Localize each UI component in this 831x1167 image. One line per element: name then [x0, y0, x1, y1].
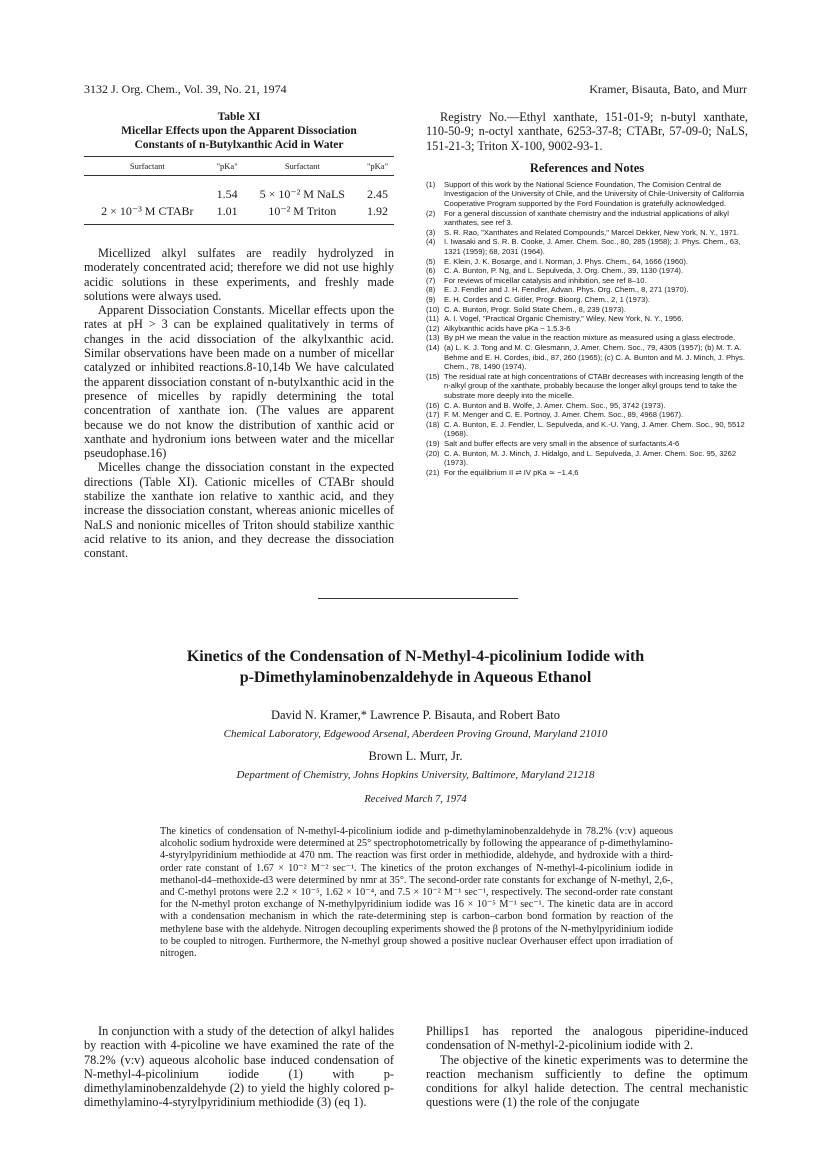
- reference-item: [426, 410, 748, 420]
- reference-text: I. Iwasaki and S. R. B. Cooke, J. Amer. Chem. Soc., 80, 285 (1958); J. Phys. Chem., 63, 1321 (1959); 68, 2031 (1964).: [444, 237, 741, 257]
- reference-number: (7): [426, 275, 436, 285]
- left-body-text: [84, 246, 394, 561]
- reference-item: [426, 333, 748, 343]
- reference-text: C. A. Bunton, P. Ng, and L. Sepulveda, J. Org. Chem., 39, 1130 (1974).: [444, 266, 684, 276]
- reference-number: (13): [426, 333, 440, 343]
- paragraph: Phillips1 has reported the analogous piperidine-induced condensation of N-methyl-2-picolinium iodide with 2.: [426, 1024, 748, 1053]
- table-header-row: [84, 157, 394, 176]
- paragraph: Registry No.—Ethyl xanthate, 151-01-9; n-butyl xanthate, 110-50-9; n-octyl xanthate, 6253-37-8; CTABr, 57-09-0; NaLS, 151-21-3; Triton X-100, 9002-93-1.: [426, 110, 748, 153]
- reference-item: [426, 180, 748, 209]
- reference-item: [426, 228, 748, 238]
- reference-item: [426, 305, 748, 315]
- table-header-cell: "pKa": [361, 157, 394, 176]
- table-cell: 1.01: [216, 204, 238, 218]
- reference-item: [426, 449, 748, 468]
- paragraph: In conjunction with a study of the detection of alkyl halides by reaction with 4-picoline we have examined the rate of the 78.2% (v:v) aqueous alcoholic base induced condensation of N-methyl-4-picolinium iodide (1) with p-dimethylaminobenzaldehyde (2) to yield the highly colored p-dimethylamino-4-styrylpyridinium methiodide (3) (eq 1).: [84, 1024, 394, 1110]
- reference-text: (a) L. K. J. Tong and M. C. Glesmann, J. Amer. Chem. Soc., 79, 4305 (1957); (b) M. T. A. Behme and E. H. Cordes, ibid., 87, 260 (1965); (c) C. A. Bunton and M. J. Minch, J. Phys. Chem., 78, 1490 (1974).: [444, 342, 745, 372]
- reference-number: (20): [426, 448, 440, 458]
- paragraph: Apparent Dissociation Constants. Micellar effects upon the rates at pH > 3 can be explained qualitatively in terms of changes in the acid dissociation of the alkylxanthic acid. Similar observations have been made on a number of micellar catalyzed or inhibited reactions.8-10,14b We have calculated the apparent dissociation constant of n-butylxanthic acid in the presence of micelles by rapidly determining the total concentration of xanthate ion. (The values are apparent because we do not know the distribution of xanthic acid or xanthate and hydronium ions between water and the micellar pseudophase.16): [84, 303, 394, 461]
- table-title-line2: Constants of n-Butylxanthic Acid in Water: [134, 139, 344, 151]
- reference-item: [426, 372, 748, 401]
- reference-number: (11): [426, 314, 439, 324]
- reference-item: [426, 420, 748, 439]
- reference-text: The residual rate at high concentrations of CTABr decreases with increasing length of the n-alkyl group of the xanthate, probably because the longer alkyl groups tend to take the substrate more deeply into the micelle.: [444, 371, 744, 400]
- table-cell: 5 × 10⁻² M NaLS: [259, 187, 345, 201]
- article-title: [90, 646, 741, 688]
- abstract: The kinetics of condensation of N-methyl-4-picolinium iodide and p-dimethylaminobenzaldehyde in 78.2% (v:v) aqueous alcoholic sodium hydroxide were determined at 25° spectrophotometrically by following the appearance of p-dimethylamino-4-styrylpyridinium methiodide at 470 nm. The reaction was first order in methiodide, aldehyde, and hydroxide with a third-order rate constant of 1.67 × 10⁻² M⁻² sec⁻¹. The kinetics of the proton exchanges of N-methyl-4-picolinium iodide in methanol-d4–methoxide-d3 were determined by nmr at 35°. The second-order rate constants for exchange of N-methyl, 2,6-, and C-methyl protons were 2.2 × 10⁻⁵, 1.62 × 10⁻⁴, and 7.5 × 10⁻² M⁻¹ sec⁻¹, respectively. The second-order rate constant for the N-methyl proton exchange of N-methylpyridinium iodide was 16 × 10⁻⁵ M⁻¹ sec⁻¹. The kinetic data are in accord with a condensation mechanism in which the rate-determining step is carbon–carbon bond formation by reaction of the methylene base with the aldehyde. Nitrogen decoupling experiments showed the β protons of the N-methylpyridinium iodide to be coupled to nitrogen. Furthermore, the N-methyl group showed a positive nuclear Overhauser effect upon irradiation of nitrogen.: [160, 826, 674, 960]
- reference-text: For the equilibrium II ⇌ IV pKa ≃ −1.4,6: [444, 467, 579, 477]
- table-cell: 2.45: [367, 187, 388, 201]
- reference-text: E. Klein, J. K. Bosarge, and I. Norman, J. Phys. Chem., 64, 1666 (1960).: [444, 256, 688, 266]
- table-header-cell: Surfactant: [84, 157, 211, 176]
- reference-item: [426, 468, 748, 478]
- reference-item: [426, 314, 748, 324]
- registry-numbers: [426, 110, 748, 153]
- reference-text: Support of this work by the National Science Foundation, The Comision Central de Investigacion of the University of Chile, and the University of Chile-University of California Cooperative Program supported by the Ford Foundation is gratefully acknowledged.: [444, 179, 745, 209]
- table-header-cell: Surfactant: [244, 157, 361, 176]
- table-row: [84, 186, 394, 203]
- table-row: [84, 203, 394, 220]
- reference-text: S. R. Rao, "Xanthates and Related Compounds," Marcel Dekker, New York, N. Y., 1971.: [444, 227, 740, 237]
- table-cell: 10⁻² M Triton: [268, 204, 337, 218]
- authors: David N. Kramer,* Lawrence P. Bisauta, and Robert Bato: [270, 708, 560, 722]
- table-bottom-rule: [84, 224, 394, 226]
- paragraph: The objective of the kinetic experiments was to determine the reaction mechanism sufficiently to define the optimum conditions for alkyl halide detection. The central mechanistic questions were (1) the role of the conjugate: [426, 1052, 748, 1110]
- paragraph: Micelles change the dissociation constant in the expected directions (Table XI). Cationic micelles of CTABr should stabilize the xanthate ion relative to xanthic acid, and they increase the dissociation constant, whereas anionic micelles of NaLS and nonionic micelles of Triton should stabilize xanthic acid relative to its anion, and they decrease the dissociation constant.: [84, 460, 394, 561]
- data-table: [84, 156, 394, 220]
- reference-text: C. A. Bunton, M. J. Minch, J. Hidalgo, and L. Sepulveda, J. Amer. Chem. Soc. 95, 3262 (1973).: [444, 448, 737, 468]
- title-line: Kinetics of the Condensation of N-Methyl-4-picolinium Iodide with: [186, 648, 645, 665]
- reference-number: (4): [426, 237, 436, 247]
- reference-item: [426, 439, 748, 449]
- body-right-column: [426, 1024, 748, 1110]
- reference-number: (19): [426, 438, 440, 448]
- authors: Brown L. Murr, Jr.: [368, 749, 463, 763]
- table-cell: 2 × 10⁻³ M CTABr: [101, 204, 194, 218]
- reference-number: (1): [426, 179, 436, 189]
- reference-number: (9): [426, 295, 436, 305]
- reference-item: [426, 401, 748, 411]
- reference-number: (3): [426, 227, 436, 237]
- reference-item: [426, 266, 748, 276]
- reference-number: (2): [426, 208, 436, 218]
- section-divider: [318, 598, 518, 599]
- reference-number: (5): [426, 256, 436, 266]
- title-line: p-Dimethylaminobenzaldehyde in Aqueous Ethanol: [239, 669, 592, 686]
- reference-number: (21): [426, 467, 440, 477]
- reference-number: (14): [426, 342, 440, 352]
- running-header-journal: 3132 J. Org. Chem., Vol. 39, No. 21, 1974: [84, 82, 287, 96]
- reference-text: C. A. Bunton and B. Wolfe, J. Amer. Chem. Soc., 95, 3742 (1973).: [444, 400, 666, 410]
- reference-item: [426, 295, 748, 305]
- left-column: [84, 110, 394, 561]
- references-list: [426, 180, 748, 477]
- references-heading: References and Notes: [529, 160, 645, 175]
- reference-text: C. A. Bunton, E. J. Fendler, L. Sepulveda, and K.-U. Yang, J. Amer. Chem. Soc., 90, 5512 (1968).: [444, 419, 745, 439]
- affiliation: Chemical Laboratory, Edgewood Arsenal, Aberdeen Proving Ground, Maryland 21010: [223, 728, 608, 740]
- reference-item: [426, 343, 748, 372]
- table-cell: 1.92: [367, 204, 388, 218]
- reference-item: [426, 209, 748, 228]
- reference-text: E. H. Cordes and C. Gitler, Progr. Bioorg. Chem., 2, 1 (1973).: [444, 295, 650, 305]
- reference-number: (8): [426, 285, 436, 295]
- table-cell: [84, 186, 211, 203]
- reference-number: (18): [426, 419, 440, 429]
- reference-text: For a general discussion of xanthate chemistry and the industrial applications of alkyl xanthates, see ref 3.: [444, 208, 729, 228]
- reference-number: (12): [426, 323, 440, 333]
- reference-text: Alkylxanthic acids have pKa ~ 1.5.3-6: [444, 323, 571, 333]
- reference-number: (6): [426, 266, 436, 276]
- body-left-column: [84, 1024, 394, 1110]
- received-date: Received March 7, 1974: [364, 794, 467, 805]
- reference-text: By pH we mean the value in the reaction mixture as measured using a glass electrode.: [444, 333, 736, 343]
- reference-number: (16): [426, 400, 440, 410]
- reference-text: A. I. Vogel, "Practical Organic Chemistry," Wiley, New York, N. Y., 1956.: [444, 314, 684, 324]
- reference-number: (10): [426, 304, 440, 314]
- reference-text: E. J. Fendler and J. H. Fendler, Advan. Phys. Org. Chem., 8, 271 (1970).: [444, 285, 689, 295]
- table-label: Table XI: [217, 111, 261, 123]
- table-title-line1: Micellar Effects upon the Apparent Dissociation: [121, 125, 357, 137]
- table-header-cell: "pKa": [211, 157, 244, 176]
- reference-text: C. A. Bunton, Progr. Solid State Chem., 8, 239 (1973).: [444, 304, 626, 314]
- affiliation: Department of Chemistry, Johns Hopkins University, Baltimore, Maryland 21218: [236, 769, 595, 781]
- reference-number: (15): [426, 371, 440, 381]
- reference-text: For reviews of micellar catalysis and inhibition, see ref 8–10.: [444, 275, 647, 285]
- reference-item: [426, 285, 748, 295]
- running-header-authors: Kramer, Bisauta, Bato, and Murr: [589, 82, 747, 96]
- table-cell: 1.54: [216, 187, 238, 201]
- paragraph: Micellized alkyl sulfates are readily hydrolyzed in moderately concentrated acid; therefore we did not use highly acidic solutions in these experiments, and freshly made solutions were always used.: [84, 246, 394, 303]
- right-column: [426, 110, 748, 477]
- reference-item: [426, 237, 748, 256]
- reference-item: [426, 324, 748, 334]
- reference-text: F. M. Menger and C. E. Portnoy, J. Amer. Chem. Soc., 89, 4968 (1967).: [444, 410, 684, 420]
- reference-number: (17): [426, 410, 440, 420]
- reference-text: Salt and buffer effects are very small in the absence of surfactants.4-6: [444, 438, 680, 448]
- reference-item: [426, 276, 748, 286]
- reference-item: [426, 257, 748, 267]
